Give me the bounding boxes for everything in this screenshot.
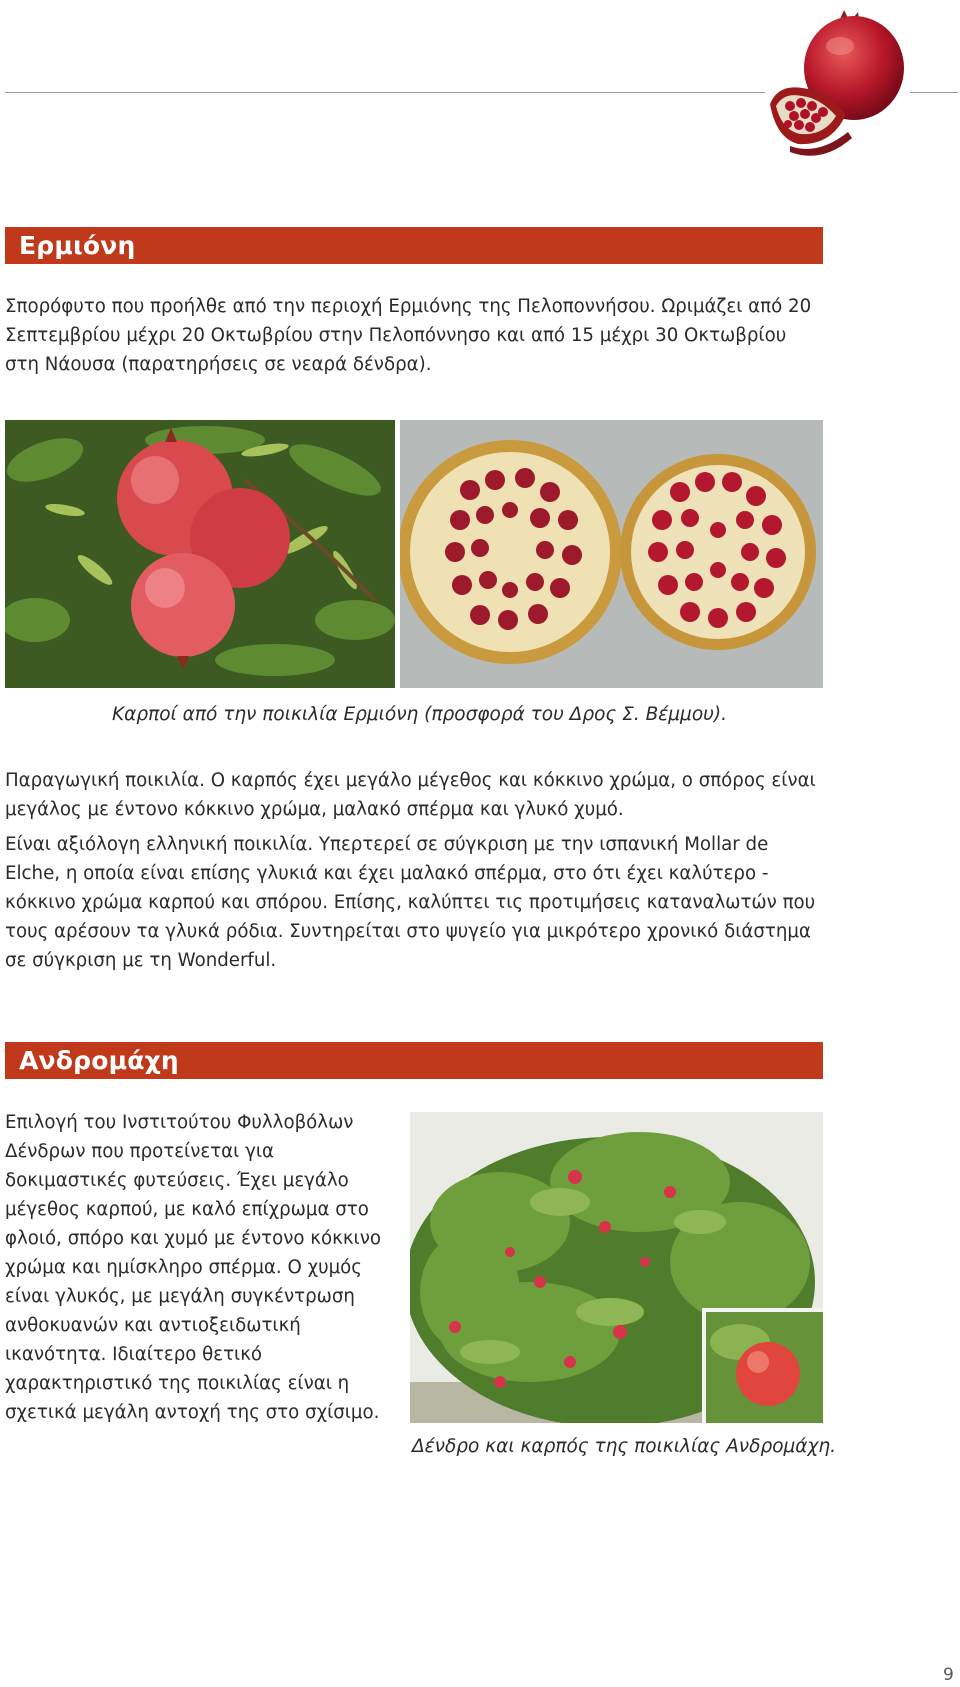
section-title-andromachi: Ανδρομάχη	[19, 1046, 179, 1075]
caption-andromachi: Δένδρο και καρπός της ποικιλίας Ανδρομάχη.	[412, 1436, 837, 1457]
description-paragraph-andromachi: Επιλογή του Ινστιτούτου Φυλλοβόλων Δένδρων που προτείνεται για δοκιμαστικές φυτεύσεις. Έχει μεγάλο μέγεθος καρπού, με καλό επίχρωμα στο φλοιό, σπόρο και χυμό με έντονο κόκκινο χρώμα και ημίσκληρο σπέρμα. Ο χυμός είναι γλυκός, με μεγάλη συγκέντρωση ανθοκυανών και αντιοξειδωτική ικανότητα. Ιδιαίτερο θετικό χαρακτηριστικό της ποικιλίας είναι η σχετικά μεγάλη αντοχή της στο σχίσιμο.	[5, 1112, 381, 1423]
intro-paragraph-ermioni: Σπορόφυτο που προήλθε από την περιοχή Ερμιόνης της Πελοποννήσου. Ωριμάζει από 20 Σεπτεμβρίου μέχρι 20 Οκτωβρίου στην Πελοπόννησο και από 15 μέχρι 30 Οκτωβρίου στη Νάουσα (παρατηρήσεις σε νεαρά δένδρα).	[5, 296, 812, 375]
section-title-bar-ermioni	[5, 227, 823, 264]
section-title-ermioni: Ερμιόνη	[19, 231, 136, 260]
cut-pomegranates-photo-icon	[400, 420, 823, 688]
header-rule-left	[5, 92, 765, 93]
description-paragraph-ermioni: Παραγωγική ποικιλία. Ο καρπός έχει μεγάλο μέγεθος και κόκκινο χρώμα, ο σπόρος είναι μεγάλος με έντονο κόκκινο χρώμα, μαλακό σπέρμα και γλυκό χυμό.	[5, 770, 816, 820]
section-title-bar-andromachi	[5, 1042, 823, 1079]
pomegranate-logo-icon	[768, 6, 910, 168]
pomegranate-tree-photo-icon	[5, 420, 395, 688]
evaluation-paragraph-ermioni: Είναι αξιόλογη ελληνική ποικιλία. Υπερτερεί σε σύγκριση με την ισπανική Mollar de Elche, η οποία είναι επίσης γλυκιά και έχει μαλακό σπέρμα, στο ότι έχει καλύτερο - κόκκινο χρώμα καρπού και σπόρου. Επίσης, καλύπτει τις προτιμήσεις καταναλωτών που τους αρέσουν τα γλυκά ρόδια. Συντηρείται στο ψυγείο για μικρότερο χρονικό διάστημα σε σύγκριση με τη Wonderful.	[5, 834, 816, 971]
pomegranate-bush-photo-icon	[410, 1112, 823, 1423]
page-number: 9	[943, 1665, 954, 1685]
header-rule-right	[910, 92, 958, 93]
caption-ermioni: Καρποί από την ποικιλία Ερμιόνη (προσφορά του Δρος Σ. Βέμμου).	[112, 704, 727, 725]
